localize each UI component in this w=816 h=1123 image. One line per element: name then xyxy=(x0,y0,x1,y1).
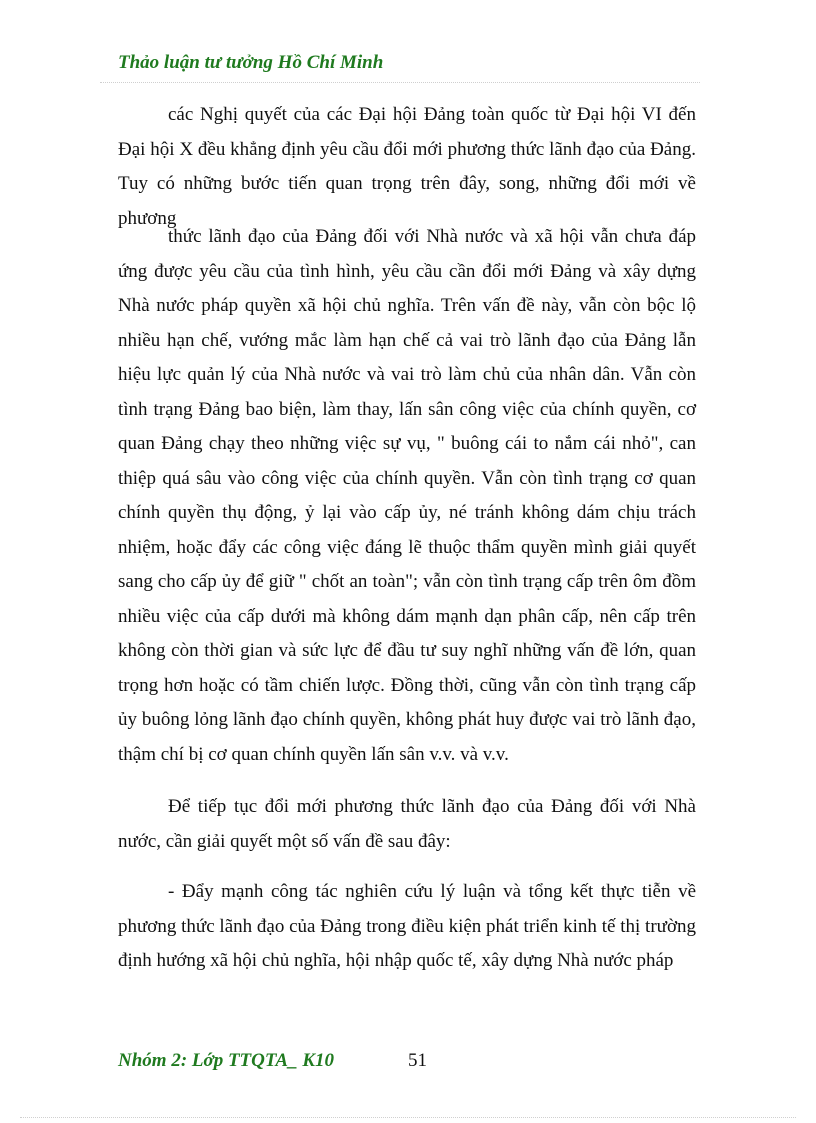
page-number: 51 xyxy=(408,1050,427,1071)
paragraph-4: - Đẩy mạnh công tác nghiên cứu lý luận và tổng kết thực tiễn về phương thức lãnh đạo của Đảng trong điều kiện phát triển kinh tế thị trường định hướng xã hội chủ nghĩa, hội nhập quốc tế, xây dựng Nhà nước pháp xyxy=(118,881,696,971)
paragraph-2: thức lãnh đạo của Đảng đối với Nhà nước và xã hội vẫn chưa đáp ứng được yêu cầu của tình hình, yêu cầu cần đổi mới Đảng và xây dựng Nhà nước pháp quyền xã hội chủ nghĩa. Trên vấn đề này, vẫn còn bộc lộ nhiều hạn chế, vướng mắc làm hạn chế cả vai trò lãnh đạo của Đảng lẫn hiệu lực quản lý của Nhà nước và vai trò làm chủ của nhân dân. Vẫn còn tình trạng Đảng bao biện, làm thay, lấn sân công việc của chính quyền, cơ quan Đảng chạy theo những việc sự vụ, " buông cái to nắm cái nhỏ", can thiệp quá sâu vào công việc của chính quyền. Vẫn còn tình trạng cơ quan chính quyền thụ động, ỷ lại vào cấp ủy, né tránh không dám chịu trách nhiệm, hoặc đẩy các công việc đáng lẽ thuộc thẩm quyền mình giải quyết sang cho cấp ủy để giữ " chốt an toàn"; vẫn còn tình trạng cấp trên ôm đồm nhiều việc của cấp dưới mà không dám mạnh dạn phân cấp, nên cấp trên không còn thời gian và sức lực để đầu tư suy nghĩ những vấn đề lớn, quan trọng hơn hoặc có tầm chiến lược. Đồng thời, cũng vẫn còn tình trạng cấp ủy buông lỏng lãnh đạo chính quyền, không phát huy được vai trò lãnh đạo, thậm chí bị cơ quan chính quyền lấn sân v.v. và v.v. xyxy=(118,226,696,765)
header-divider xyxy=(100,82,700,83)
footer-divider xyxy=(20,1117,796,1118)
paragraph-4-block xyxy=(118,875,696,979)
paragraph-1-block xyxy=(118,98,696,236)
footer-group-label: Nhóm 2: Lớp TTQTA_ K10 xyxy=(118,1050,335,1071)
page-header-title: Thảo luận tư tưởng Hồ Chí Minh xyxy=(118,52,384,73)
paragraph-3-block xyxy=(118,790,696,859)
paragraph-3: Để tiếp tục đổi mới phương thức lãnh đạo của Đảng đối với Nhà nước, cần giải quyết một số vấn đề sau đây: xyxy=(118,796,696,852)
paragraph-1: các Nghị quyết của các Đại hội Đảng toàn quốc từ Đại hội VI đến Đại hội X đều khẳng định yêu cầu đổi mới phương thức lãnh đạo của Đảng. Tuy có những bước tiến quan trọng trên đây, song, những đổi mới về phương xyxy=(118,104,696,229)
paragraph-2-block xyxy=(118,220,696,772)
